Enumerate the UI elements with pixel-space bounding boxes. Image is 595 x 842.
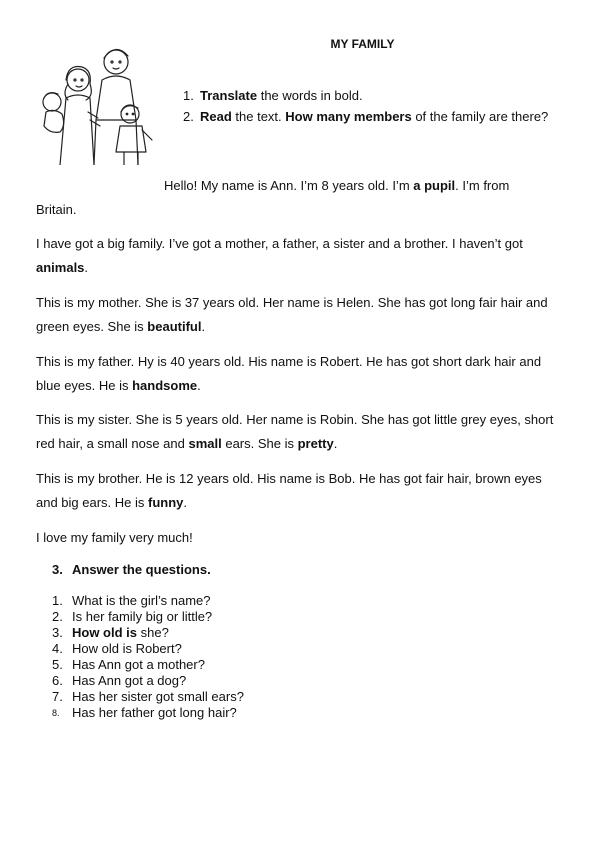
text-span: This is my sister. She is 5 years old. Her name is Robin. She has got little grey eyes, short red hair, a small nose and [36, 412, 554, 451]
bold-word: beautiful [147, 319, 202, 334]
paragraph-mother [36, 291, 560, 339]
question-item [52, 641, 244, 657]
text-span: ears. She is [221, 436, 298, 451]
family-illustration [32, 40, 158, 165]
task-text: the text. [231, 109, 286, 124]
text-span: I have got a big family. I’ve got a mother, a father, a sister and a brother. I haven’t got [36, 236, 523, 251]
task-list [178, 86, 560, 128]
task-number: 3. [52, 562, 63, 577]
question-number: 6. [52, 673, 63, 688]
question-item [52, 625, 244, 641]
text-span: Hello! My name is Ann. I’m 8 years old. I’m [164, 178, 414, 193]
text-span: Britain. [36, 202, 77, 217]
text-span: This is my father. Hy is 40 years old. His name is Robert. He has got short dark hair and blue eyes. He is [36, 354, 542, 393]
task-text: of the family are there? [411, 109, 549, 124]
paragraph-father [36, 350, 560, 398]
text-span: This is my mother. She is 37 years old. Her name is Helen. She has got long fair hair and green eyes. She is [36, 295, 548, 334]
question-number: 1. [52, 593, 63, 608]
text-span: . [197, 378, 201, 393]
task-keyword: How many members [285, 109, 412, 124]
task-keyword: Translate [200, 88, 258, 103]
question-number: 3. [52, 625, 63, 640]
task-label: Answer the questions. [72, 562, 211, 577]
task-item [178, 106, 560, 128]
question-item [52, 705, 244, 721]
question-text: How old is Robert? [72, 641, 182, 656]
question-number: 7. [52, 689, 63, 704]
bold-word: small [188, 436, 222, 451]
paragraph-family [36, 232, 560, 280]
task-item [178, 86, 560, 106]
question-item [52, 689, 244, 705]
text-span: . [183, 495, 188, 510]
question-item [52, 609, 244, 625]
bold-word: handsome [132, 378, 198, 393]
paragraph-sister [36, 408, 560, 456]
bold-word: funny [148, 495, 184, 510]
question-number: 2. [52, 609, 63, 624]
question-item [52, 593, 244, 609]
text-span: . I’m from [455, 178, 510, 193]
bold-word: pretty [297, 436, 334, 451]
task-number: 2. [183, 109, 194, 124]
question-text: Has Ann got a dog? [72, 673, 187, 688]
paragraph-intro [36, 174, 560, 222]
page-title: MY FAMILY [330, 37, 395, 51]
question-item [52, 673, 244, 689]
paragraph-brother [36, 467, 560, 515]
bold-word: animals [36, 260, 85, 275]
bold-word: How old is [72, 625, 137, 640]
text-span: . [201, 319, 206, 334]
text-span: This is my brother. He is 12 years old. His name is Bob. He has got fair hair, brown eyes and big ears. He is [36, 471, 542, 510]
question-list [52, 593, 244, 721]
task-text: the words in bold. [257, 88, 363, 103]
question-text: Has her father got long hair? [72, 705, 237, 720]
question-number: 8. [52, 708, 60, 718]
question-number: 5. [52, 657, 63, 672]
text-span: . [333, 436, 338, 451]
paragraph-closing: I love my family very much! [36, 530, 193, 545]
question-text: What is the girl’s name? [72, 593, 211, 608]
question-text: Has Ann got a mother? [72, 657, 205, 672]
question-number: 4. [52, 641, 63, 656]
question-text: she? [137, 625, 169, 640]
task-keyword: Read [200, 109, 232, 124]
bold-word: a pupil [413, 178, 456, 193]
question-item [52, 657, 244, 673]
task-answer-heading [52, 562, 211, 577]
text-span: . [84, 260, 89, 275]
question-text: Is her family big or little? [72, 609, 213, 624]
task-number: 1. [183, 88, 194, 103]
question-text: Has her sister got small ears? [72, 689, 244, 704]
